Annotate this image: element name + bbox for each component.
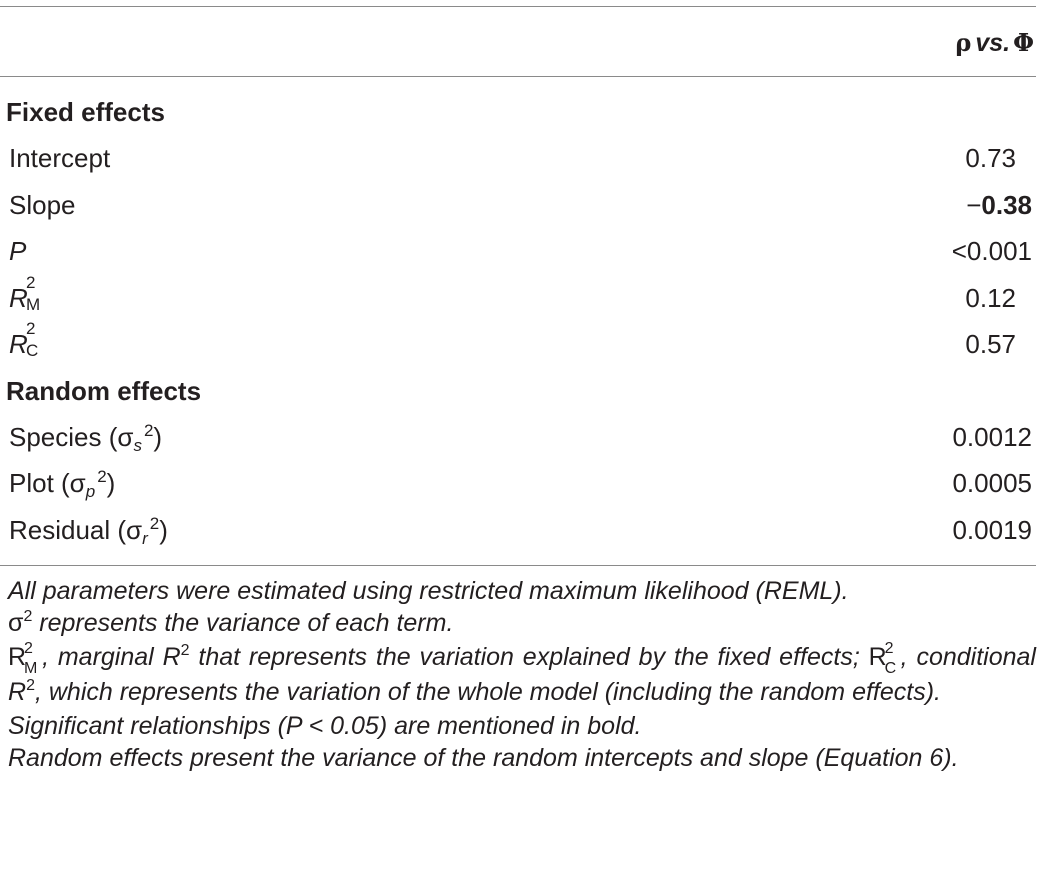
rho-symbol: ρ: [955, 28, 972, 57]
footnote-reml: All parameters were estimated using restricted maximum likelihood (REML).: [8, 577, 849, 605]
r2m-sup: 2: [26, 273, 36, 292]
species-value: 0.0012: [952, 422, 1032, 452]
footnote-rm-sup: 2: [24, 640, 33, 657]
species-sup: 2: [143, 421, 154, 440]
r2c-sup: 2: [26, 319, 36, 338]
plot-label-text: Plot (σ: [9, 468, 86, 498]
slope-minus: −: [966, 190, 982, 220]
residual-close: ): [159, 515, 168, 545]
random-effects-heading: Random effects: [6, 376, 202, 406]
species-label: [9, 422, 162, 453]
p-label: P: [9, 236, 27, 266]
footnote-rm-sub: M: [24, 660, 38, 677]
footnote-rc-text-b: , which represents the variation of the whole model (including the random effects).: [34, 677, 941, 706]
intercept-label: Intercept: [9, 143, 111, 173]
fixed-effects-heading: Fixed effects: [6, 97, 165, 127]
footnote-rm-text-b: that represents the variation explained by the fixed effects;: [189, 643, 869, 671]
footnote-rm-text-sup: 2: [180, 642, 190, 659]
table-row-residual: [0, 515, 1036, 555]
table-top-rule: [0, 6, 1036, 7]
residual-sub: r: [142, 529, 148, 548]
footnote-sigma: [8, 608, 1036, 643]
residual-label: [9, 515, 168, 546]
table-row-p: [0, 236, 1036, 276]
footnote-sigma-symbol: σ: [8, 608, 24, 637]
residual-label-text: Residual (σ: [9, 515, 143, 545]
r2m-sub: M: [26, 295, 41, 314]
r2c-sub: C: [26, 341, 39, 360]
footnote-significant: Significant relationships (P < 0.05) are mentioned in bold.: [8, 712, 642, 740]
intercept-value: 0.73: [965, 143, 1016, 173]
plot-sup: 2: [97, 467, 107, 486]
r2c-value: 0.57: [965, 329, 1016, 359]
r2c-label: [9, 319, 39, 360]
slope-label: Slope: [9, 190, 76, 220]
footnote-sigma-text: represents the variance of each term.: [32, 608, 454, 637]
footnote-rc-symbol-group: [868, 640, 897, 677]
plot-sub: p: [85, 482, 96, 501]
table-row-plot: [0, 468, 1036, 508]
column-header: [955, 28, 1034, 58]
r2m-label: [9, 273, 41, 314]
table-bottom-rule: [0, 565, 1036, 566]
plot-value: 0.0005: [952, 468, 1032, 498]
footnote-rc-text-sup: 2: [26, 676, 35, 694]
table-row-species: [0, 422, 1036, 462]
table-row-intercept: [0, 143, 1036, 183]
table-row-r2c: [0, 319, 1036, 369]
p-value: <0.001: [951, 236, 1032, 266]
slope-value: 0.38: [981, 190, 1032, 220]
footnote-rc-sup: 2: [884, 640, 894, 657]
footnote-rc-text-a: , conditional R: [8, 643, 1036, 706]
species-sub: s: [133, 436, 142, 455]
r2c-symbol: R: [9, 329, 28, 359]
r2m-value: 0.12: [965, 283, 1016, 313]
footnote-random: Random effects present the variance of the random intercepts and slope (Equation 6).: [8, 743, 959, 772]
plot-close: ): [106, 468, 116, 498]
residual-value: 0.0019: [952, 515, 1032, 545]
vs-label: vs.: [975, 29, 1011, 57]
table-row-slope: [0, 190, 1036, 230]
residual-sup: 2: [149, 514, 160, 533]
plot-label: [9, 468, 115, 499]
footnote-rm-symbol-group: [8, 640, 38, 677]
footnote-rm-symbol: R: [8, 643, 27, 671]
species-close: ): [153, 422, 163, 452]
table-row-r2m: [0, 273, 1036, 323]
slope-value-cell: [966, 190, 1032, 221]
species-label-text: Species (σ: [9, 422, 134, 452]
footnote-rc-sub: C: [884, 660, 897, 677]
footnote-rc-symbol: R: [868, 643, 887, 671]
table-header-rule: [0, 76, 1036, 77]
footnote-sigma-sup: 2: [23, 607, 33, 625]
table-footnotes: [8, 576, 1036, 774]
r2m-symbol: R: [9, 283, 28, 313]
footnote-rm-text-a: , marginal R: [42, 643, 181, 671]
phi-symbol: Φ: [1013, 28, 1034, 57]
footnote-r2: [8, 642, 1036, 711]
